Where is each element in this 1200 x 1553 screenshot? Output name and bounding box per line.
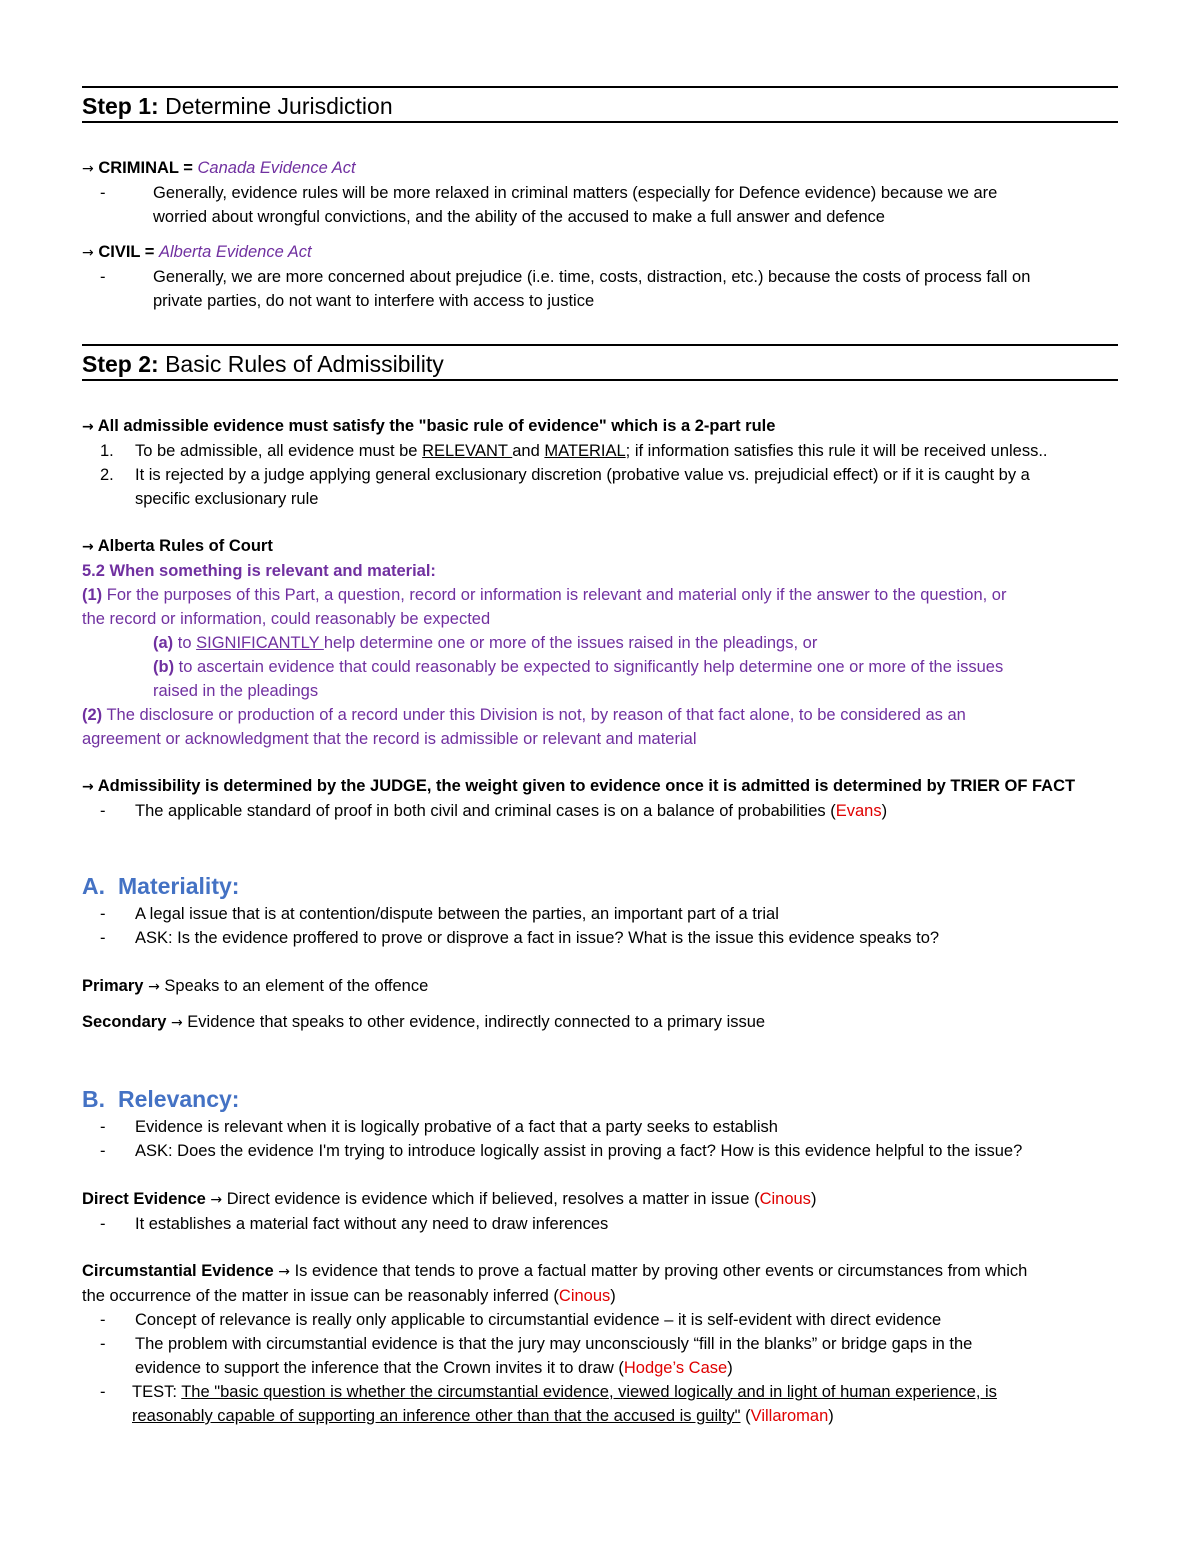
direct-evidence-label: Direct Evidence [82, 1190, 206, 1208]
test-line-2: reasonably capable of supporting an inference other than that the accused is guilty" [132, 1407, 741, 1425]
direct-evidence-text: Direct evidence is evidence which if believed, resolves a matter in issue ( [226, 1190, 760, 1208]
circumstantial-bullet-2-line-2: evidence to support the inference that the Crown invites it to draw ( [135, 1359, 624, 1377]
secondary-line [82, 1010, 1118, 1035]
subrule-1-line-1: For the purposes of this Part, a question, record or information is relevant and material only if the answer to the question, or [102, 586, 1007, 604]
direct-evidence-block [82, 1187, 1118, 1236]
dash-bullet: - [100, 1118, 106, 1136]
clause-a-to: to [173, 634, 197, 652]
court-rules-block [82, 534, 1118, 751]
case-villaroman: Villaroman [750, 1407, 829, 1425]
case-cinous: Cinous [759, 1190, 811, 1208]
standard-text: The applicable standard of proof in both civil and criminal cases is on a balance of probabilities ( [135, 802, 836, 820]
criminal-bullet-2: worried about wrongful convictions, and the ability of the accused to make a full answer and defence [153, 208, 885, 226]
standard-close: ) [881, 802, 888, 820]
dash-bullet: - [100, 184, 106, 202]
significantly-term: SIGNIFICANTLY [196, 634, 324, 652]
case-hodges: Hodge’s Case [623, 1359, 728, 1377]
clause-b-number: (b) [153, 658, 175, 676]
relevancy-bullets [82, 1115, 1118, 1163]
civil-label: CIVIL = [98, 243, 160, 261]
relevancy-letter: B. [82, 1086, 105, 1112]
step1-heading [82, 86, 1118, 123]
arrow-icon: → [82, 161, 94, 177]
relevancy-bullet-1: Evidence is relevant when it is logically probative of a fact that a party seeks to establish [135, 1118, 778, 1136]
arrow-icon: → [82, 779, 94, 795]
test-open: ( [740, 1407, 751, 1425]
rule1-text-a: To be admissible, all evidence must be [135, 442, 423, 460]
step2-label: Step 2: [82, 351, 159, 377]
step1-title: Determine Jurisdiction [158, 93, 393, 119]
primary-line [82, 974, 1118, 999]
test-close: ) [828, 1407, 834, 1425]
secondary-label: Secondary [82, 1013, 167, 1031]
admissibility-block [82, 774, 1118, 823]
rule-intro: All admissible evidence must satisfy the "basic rule of evidence" which is a 2-part rule [97, 417, 776, 435]
relevant-term: RELEVANT [422, 442, 513, 460]
court-rules-title: Alberta Rules of Court [97, 537, 273, 555]
arrow-icon: → [148, 979, 160, 995]
basic-rule-block [82, 414, 1118, 511]
direct-bullet-1: It establishes a material fact without any need to draw inferences [135, 1215, 609, 1233]
civil-bullet-2: private parties, do not want to interfere with access to justice [153, 292, 595, 310]
materiality-bullet-2: ASK: Is the evidence proffered to prove or disprove a fact in issue? What is the issue this evidence speaks to? [135, 929, 940, 947]
rule2-line-2: specific exclusionary rule [135, 490, 319, 508]
circumstantial-text-1: Is evidence that tends to prove a factual matter by proving other events or circumstances from which [294, 1262, 1028, 1280]
circumstantial-close: ) [610, 1287, 616, 1305]
step2-heading [82, 344, 1118, 381]
circumstantial-text-2: the occurrence of the matter in issue can be reasonably inferred ( [82, 1287, 559, 1305]
case-cinous: Cinous [558, 1287, 611, 1305]
arrow-icon: → [82, 419, 94, 435]
rule2-line-1: It is rejected by a judge applying general exclusionary discretion (probative value vs. prejudicial effect) or if it is caught by a [135, 466, 1030, 484]
civil-block [82, 240, 1118, 313]
circumstantial-bullet-1: Concept of relevance is really only applicable to circumstantial evidence – it is self-evident with direct evidence [135, 1311, 942, 1329]
dash-bullet: - [100, 1335, 106, 1353]
test-label: TEST: [132, 1383, 182, 1401]
primary-label: Primary [82, 977, 144, 995]
materiality-heading [82, 872, 239, 900]
subrule-2-line-2: agreement or acknowledgment that the record is admissible or relevant and material [82, 730, 697, 748]
subrule-1-line-2: the record or information, could reasonably be expected [82, 610, 491, 628]
dash-bullet: - [100, 802, 106, 820]
criminal-label: CRIMINAL = [98, 159, 198, 177]
clause-a-rest: help determine one or more of the issues raised in the pleadings, or [323, 634, 818, 652]
arrow-icon: → [82, 245, 94, 261]
materiality-title: Materiality: [118, 873, 240, 899]
civil-act: Alberta Evidence Act [159, 243, 312, 261]
subrule-2-number: (2) [82, 706, 103, 724]
relevancy-heading [82, 1085, 239, 1113]
relevancy-title: Relevancy: [118, 1086, 240, 1112]
criminal-bullet-1: Generally, evidence rules will be more relaxed in criminal matters (especially for Defence evidence) because we are [153, 184, 998, 202]
materiality-bullet-1: A legal issue that is at contention/dispute between the parties, an important part of a trial [135, 905, 779, 923]
case-evans: Evans [835, 802, 882, 820]
subrule-1-number: (1) [82, 586, 103, 604]
rule1-text-b: ; if information satisfies this rule it will be received unless.. [625, 442, 1048, 460]
step2-title: Basic Rules of Admissibility [158, 351, 444, 377]
dash-bullet: - [100, 929, 106, 947]
dash-bullet: - [100, 268, 106, 286]
dash-bullet: - [100, 1383, 106, 1401]
dash-bullet: - [100, 1311, 106, 1329]
primary-text: Speaks to an element of the offence [164, 977, 429, 995]
relevancy-bullet-2: ASK: Does the evidence I'm trying to introduce logically assist in proving a fact? How is this evidence helpful to the issue? [135, 1142, 1023, 1160]
dash-bullet: - [100, 905, 106, 923]
clause-b-line-2: raised in the pleadings [153, 682, 319, 700]
circumstantial-label: Circumstantial Evidence [82, 1262, 274, 1280]
dash-bullet: - [100, 1215, 106, 1233]
clause-a-number: (a) [153, 634, 174, 652]
subrule-2-line-1: The disclosure or production of a record under this Division is not, by reason of that fact alone, to be considered as an [102, 706, 966, 724]
materiality-bullets [82, 902, 1118, 950]
arrow-icon: → [82, 539, 94, 555]
circumstantial-bullet-2-line-1: The problem with circumstantial evidence is that the jury may unconsciously “fill in the blanks” or bridge gaps in the [135, 1335, 973, 1353]
civil-bullet-1: Generally, we are more concerned about prejudice (i.e. time, costs, distraction, etc.) because the costs of process fall on [153, 268, 1031, 286]
circumstantial-bullet-2-close: ) [727, 1359, 733, 1377]
arrow-icon: → [210, 1192, 223, 1208]
materiality-letter: A. [82, 873, 105, 899]
clause-b-line-1: to ascertain evidence that could reasonably be expected to significantly help determine one or more of the issues [174, 658, 1004, 676]
rule2-number: 2. [100, 466, 114, 484]
circumstantial-block [82, 1259, 1118, 1428]
dash-bullet: - [100, 1142, 106, 1160]
rule1-number: 1. [100, 442, 114, 460]
rule-52-title: 5.2 When something is relevant and material: [82, 562, 436, 580]
admissibility-line: Admissibility is determined by the JUDGE, the weight given to evidence once it is admitted is determined by TRIER OF FACT [97, 777, 1076, 795]
test-line-1: The "basic question is whether the circumstantial evidence, viewed logically and in light of human experience, is [181, 1383, 997, 1401]
rule1-and: and [512, 442, 545, 460]
arrow-icon: → [278, 1264, 290, 1280]
secondary-text: Evidence that speaks to other evidence, indirectly connected to a primary issue [187, 1013, 766, 1031]
arrow-icon: → [170, 1015, 183, 1031]
direct-close: ) [810, 1190, 817, 1208]
criminal-act: Canada Evidence Act [197, 159, 356, 177]
material-term: MATERIAL [544, 442, 626, 460]
criminal-block [82, 156, 1118, 229]
step1-label: Step 1: [82, 93, 159, 119]
